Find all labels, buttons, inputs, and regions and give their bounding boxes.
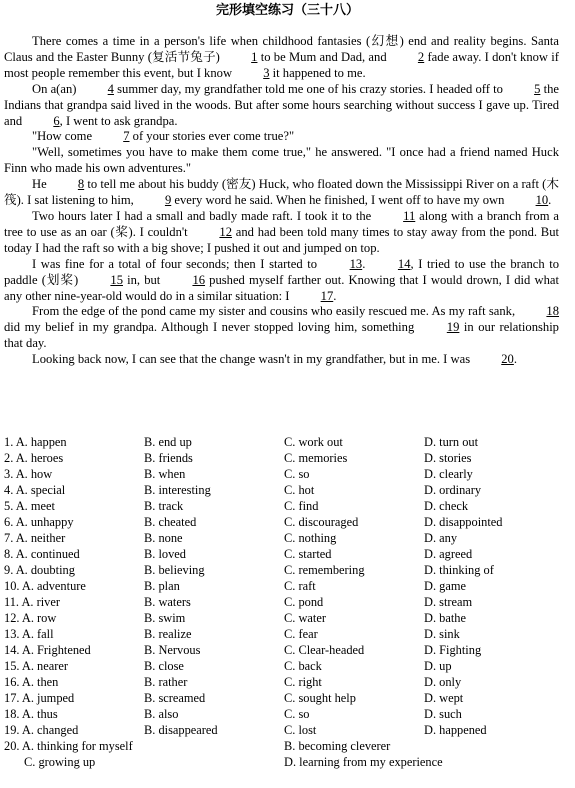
passage-text: to be Mum and Dad, and (257, 49, 390, 64)
passage-text: pushed myself farther out. Knowing that I would drown, I did what any other nine-year-old would do in a similar situation: I (4, 272, 559, 303)
blank-12: 12 (219, 224, 232, 239)
blank-20: 20 (501, 352, 514, 367)
option-row-10 (4, 578, 570, 594)
options-list (4, 434, 570, 770)
option-4-d: D. ordinary (424, 483, 482, 497)
option-9-d: D. thinking of (424, 563, 494, 577)
blank-8: 8 (77, 177, 85, 192)
option-20-a: 20. A. thinking for myself (4, 739, 133, 753)
passage-text: did my belief in my grandpa. Although I never stopped loving him, something (4, 320, 419, 335)
passage-text: , I tried to use the branch to paddle (划桨) (4, 256, 559, 287)
blank-13: 13 (349, 256, 363, 271)
option-1-d: D. turn out (424, 435, 479, 449)
option-row-17 (4, 690, 570, 706)
option-13-b: B. realize (144, 627, 192, 641)
option-14-c: C. Clear-headed (284, 643, 365, 657)
blank-6: 6 (53, 113, 60, 128)
option-6-a: 6. A. unhappy (4, 515, 74, 529)
option-6-c: C. discouraged (284, 515, 359, 529)
passage-text: He (32, 177, 50, 192)
blank-14: 14 (397, 256, 411, 271)
option-5-d: D. check (424, 499, 469, 513)
blank-9: 9 (164, 193, 172, 208)
option-row-5 (4, 498, 570, 514)
option-row-16 (4, 674, 570, 690)
option-15-c: C. back (284, 659, 322, 673)
option-20-d: D. learning from my experience (284, 755, 443, 769)
option-row-2 (4, 450, 570, 466)
option-19-d: D. happened (424, 723, 487, 737)
option-1-a: 1. A. happen (4, 435, 67, 449)
option-17-d: D. wept (424, 691, 464, 705)
option-row-19 (4, 722, 570, 738)
option-13-d: D. sink (424, 627, 460, 641)
option-19-b: B. disappeared (144, 723, 218, 737)
passage-text: along with a branch from a tree to use as an oar (桨). I couldn't (4, 208, 559, 239)
option-12-b: B. swim (144, 611, 186, 625)
blank-15: 15 (110, 272, 123, 287)
passage-text: in our relationship that day. (4, 320, 559, 351)
option-13-c: C. fear (284, 627, 318, 641)
option-9-a: 9. A. doubting (4, 563, 75, 577)
passage-paragraph (4, 145, 559, 177)
blank-17: 17 (320, 288, 334, 303)
passage-text: . (362, 256, 370, 271)
blank-1: 1 (251, 49, 258, 64)
option-16-a: 16. A. then (4, 675, 59, 689)
blank-10: 10 (535, 193, 549, 208)
blank-5: 5 (534, 81, 541, 96)
passage-text: in, but (122, 272, 165, 287)
option-7-c: C. nothing (284, 531, 337, 545)
option-5-b: B. track (144, 499, 184, 513)
passage-paragraph (4, 209, 559, 257)
blank-16: 16 (192, 272, 206, 287)
option-7-d: D. any (424, 531, 458, 545)
option-18-c: C. so (284, 707, 310, 721)
passage-text: and had been told many times to stay away from the pond. But today I had the raft so with a big shove; I pushed it out and jumped on top. (4, 224, 559, 255)
passage-paragraph (4, 352, 559, 368)
option-3-a: 3. A. how (4, 467, 53, 481)
option-row-11 (4, 594, 570, 610)
option-8-a: 8. A. continued (4, 547, 80, 561)
option-20-c: C. growing up (24, 755, 96, 769)
blank-18: 18 (546, 304, 559, 319)
option-row-3 (4, 466, 570, 482)
option-11-d: D. stream (424, 595, 473, 609)
option-row-8 (4, 546, 570, 562)
option-17-c: C. sought help (284, 691, 356, 705)
passage-paragraph (4, 129, 559, 145)
passage-text: "Well, sometimes you have to make them come true," he answered. "I once had a friend named Huck Finn who made his own adventures." (4, 145, 559, 176)
passage-text: On a(an) (32, 81, 80, 96)
option-15-d: D. up (424, 659, 452, 673)
passage-paragraph (4, 177, 559, 209)
option-14-b: B. Nervous (144, 643, 201, 657)
option-2-a: 2. A. heroes (4, 451, 64, 465)
option-row-13 (4, 626, 570, 642)
option-12-d: D. bathe (424, 611, 466, 625)
option-14-a: 14. A. Frightened (4, 643, 91, 657)
option-8-c: C. started (284, 547, 332, 561)
option-row-4 (4, 482, 570, 498)
option-row-9 (4, 562, 570, 578)
option-7-b: B. none (144, 531, 183, 545)
option-3-b: B. when (144, 467, 186, 481)
passage-text: of your stories ever come true?" (129, 129, 295, 144)
option-row-7 (4, 530, 570, 546)
passage-text: . (333, 288, 337, 303)
passage-text: . (513, 352, 517, 367)
blank-19: 19 (446, 320, 460, 335)
passage-text: There comes a time in a person's life when childhood fantasies (幻想) end and reality begins. Santa Claus and the Easter Bunny (复活节兔子) (4, 34, 559, 64)
option-5-c: C. find (284, 499, 319, 513)
passage-paragraph (4, 257, 559, 305)
option-20-b: B. becoming cleverer (284, 739, 391, 753)
option-row-6 (4, 514, 570, 530)
blank-3: 3 (263, 65, 270, 80)
passage-text: From the edge of the pond came my sister and cousins who easily rescued me. As my raft sank, (32, 304, 519, 319)
option-10-b: B. plan (144, 579, 180, 593)
option-row-14 (4, 642, 570, 658)
option-8-b: B. loved (144, 547, 186, 561)
option-14-d: D. Fighting (424, 643, 482, 657)
option-19-a: 19. A. changed (4, 723, 79, 737)
option-4-b: B. interesting (144, 483, 211, 497)
passage-text: summer day, my grandfather told me one of his crazy stories. I headed off to (113, 81, 507, 96)
option-19-c: C. lost (284, 723, 317, 737)
option-6-d: D. disappointed (424, 515, 503, 529)
option-18-d: D. such (424, 707, 462, 721)
option-13-a: 13. A. fall (4, 627, 54, 641)
option-row-15 (4, 658, 570, 674)
blank-2: 2 (417, 49, 425, 64)
option-6-b: B. cheated (144, 515, 197, 529)
blank-7: 7 (123, 129, 130, 144)
option-15-b: B. close (144, 659, 184, 673)
passage-text: Looking back now, I can see that the change wasn't in my grandfather, but in me. I was (32, 352, 474, 367)
option-11-a: 11. A. river (4, 595, 60, 609)
option-3-d: D. clearly (424, 467, 473, 481)
option-4-a: 4. A. special (4, 483, 66, 497)
option-10-d: D. game (424, 579, 466, 593)
blank-4: 4 (107, 81, 114, 96)
option-1-b: B. end up (144, 435, 192, 449)
option-7-a: 7. A. neither (4, 531, 66, 545)
passage-paragraph (4, 82, 559, 130)
option-row-18 (4, 706, 570, 722)
option-17-a: 17. A. jumped (4, 691, 75, 705)
option-1-c: C. work out (284, 435, 343, 449)
option-16-d: D. only (424, 675, 462, 689)
passage-text: "How come (32, 129, 96, 144)
passage (4, 34, 559, 368)
option-4-c: C. hot (284, 483, 315, 497)
option-row-20 (4, 738, 570, 754)
passage-text: , I went to ask grandpa. (59, 113, 178, 128)
option-17-b: B. screamed (144, 691, 206, 705)
option-2-d: D. stories (424, 451, 472, 465)
option-18-b: B. also (144, 707, 179, 721)
option-10-a: 10. A. adventure (4, 579, 86, 593)
passage-text: every word he said. When he finished, I went off to have my own (171, 193, 508, 208)
passage-paragraph (4, 34, 559, 82)
blank-11: 11 (403, 208, 416, 223)
page-title: 完形填空练习（三十八） (215, 3, 359, 18)
option-row-1 (4, 434, 570, 450)
option-12-a: 12. A. row (4, 611, 57, 625)
option-3-c: C. so (284, 467, 310, 481)
option-9-b: B. believing (144, 563, 205, 577)
passage-text: I was fine for a total of four seconds; then I started to (32, 256, 322, 271)
passage-text: fade away. I don't know if most people remember this event, but I know (4, 49, 559, 80)
option-15-a: 15. A. nearer (4, 659, 68, 673)
option-row-20-cont (4, 754, 570, 770)
option-12-c: C. water (284, 611, 326, 625)
option-5-a: 5. A. meet (4, 499, 55, 513)
option-18-a: 18. A. thus (4, 707, 58, 721)
option-row-12 (4, 610, 570, 626)
option-11-b: B. waters (144, 595, 191, 609)
passage-paragraph (4, 304, 559, 352)
passage-text: the Indians that grandpa said lived in the woods. But after some hours searching without success I gave up. Tired and (4, 81, 559, 128)
option-16-c: C. right (284, 675, 322, 689)
option-8-d: D. agreed (424, 547, 473, 561)
passage-text: Two hours later I had a small and badly made raft. I took it to the (32, 208, 376, 223)
passage-text: it happened to me. (269, 65, 366, 80)
option-11-c: C. pond (284, 595, 324, 609)
option-2-c: C. memories (284, 451, 348, 465)
option-2-b: B. friends (144, 451, 193, 465)
passage-text: to tell me about his buddy (密友) Huck, who floated down the Mississippi River on a raft (木筏). I sat listening to him, (4, 177, 559, 208)
option-9-c: C. remembering (284, 563, 365, 577)
option-10-c: C. raft (284, 579, 316, 593)
passage-text: . (548, 193, 552, 208)
option-16-b: B. rather (144, 675, 188, 689)
